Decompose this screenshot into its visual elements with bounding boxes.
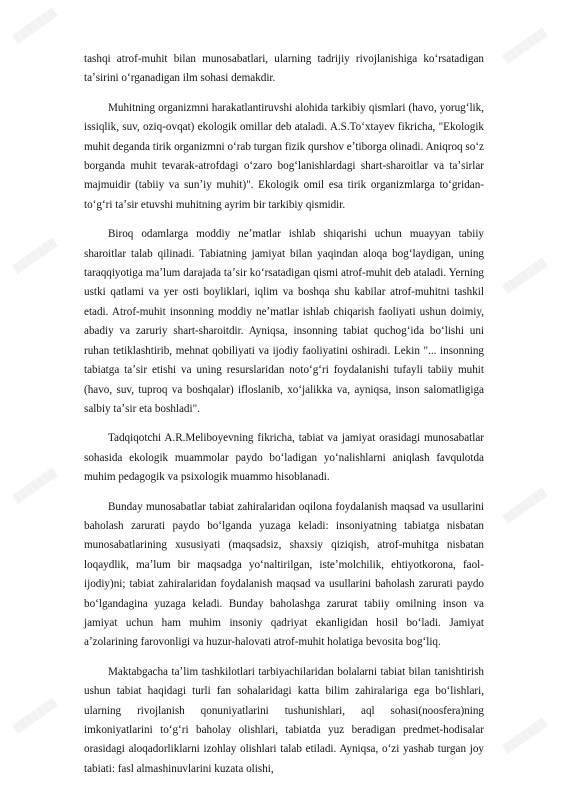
paragraph-preschool: Maktabgacha taʼlim tashkilotlari tarbiyachilaridan bolalarni tabiat bilan tanishtirish ushun tabiat haqidagi turli fan sohalaridagi katta bilim zahiralariga ega boʻlishlari, ularning rivojlanish qonuniyatlarini tushunishlari, aql sohasi(noosfera)ning imkoniyatlarini toʻgʻri baholay olishlari, tabiatda yuz beradigan predmet-hodisalar orasidagi aloqadorliklarni izohlay olishlari talab etiladi. Ayniqsa, oʻzi yashab turgan joy tabiati: fasl almashinuvlarini kuzata olishi, bbox=[84, 665, 484, 775]
paragraph-meliboyev: Tadqiqotchi A.R.Meliboyevning fikricha, tabiat va jamiyat orasidagi munosabatlar sohasida ekologik muammolar paydo boʻladigan yoʻnalishlarni aniqlash favqulotda muhim pedagogik va psixologik muammo hisoblanadi. bbox=[84, 432, 484, 484]
watermark-mark: ▓▓▓▓▓▓▓ bbox=[11, 696, 58, 734]
paragraph-environment: Biroq odamlarga moddiy neʼmatlar ishlab shiqarishi uchun muayyan tabiiy sharoitlar talab qilinadi. Tabiatning jamiyat bilan yaqindan aloqa bogʻlaydigan, uning taraqqiyotiga maʼlum darajada taʼsir koʻrsatadigan qismi atrof-muhit deb ataladi. Yerning ustki qatlami va yer osti boyliklari, iqlim va boshqa shu kabilar atrof-muhitni tashkil etadi. Atrof-muhit insonning moddiy neʼmatlar ishlab chiqarish faoliyati ushun doimiy, abadiy va zaruriy shart-sharoitdir. Ayniqsa, insonning tabiat quchogʻida boʻlishi uni ruhan tetiklashtirib, mehnat qobiliyati va ijodiy faoliyatini oshiradi. Lekin "... insonning tabiatga taʼsir etishi va uning resurslaridan notoʻgʻri foydalanishi tufayli tabiiy muhit (havo, suv, tuproq va boshqalar) ifloslanib, xoʻjalikka va, ayniqsa, inson salomatligiga salbiy taʼsir eta boshladi". bbox=[84, 228, 484, 415]
document-body bbox=[84, 50, 484, 789]
watermark-mark: ▓▓▓▓▓▓▓ bbox=[11, 236, 58, 274]
watermark-mark: ▓▓▓▓▓▓▓ bbox=[501, 256, 548, 294]
watermark-mark: ▓▓▓▓▓▓▓ bbox=[501, 486, 548, 524]
paragraph-continuation: tashqi atrof-muhit bilan munosabatlari, ularning tadrijiy rivojlanishiga koʻrsatadigan taʼsirini oʻrganadigan ilm sohasi demakdir. bbox=[84, 53, 484, 85]
watermark-mark: ▓▓▓▓▓▓▓ bbox=[501, 716, 548, 754]
paragraph-ecological-factors: Muhitning organizmni harakatlantiruvshi alohida tarkibiy qismlari (havo, yorugʻlik, issiqlik, suv, oziq-ovqat) ekologik omillar deb ataladi. A.S.Toʻxtayev fikricha, "Ekologik muhit deganda tirik organizmni oʻrab turgan fizik qurshov eʼtiborga olinadi. Aniqroq soʻz borganda muhit tevarak-atrofdagi oʻzaro bogʻlanishlardagi shart-sharoitlar va taʼsirlar majmuidir (tabiiy va sunʼiy muhit)". Ekologik omil esa tirik organizmlarga toʻgridan-toʻgʻri taʼsir etuvshi muhitning ayrim bir tarkibiy qismidir. bbox=[84, 101, 484, 211]
paragraph-relations: Bunday munosabatlar tabiat zahiralaridan oqilona foydalanish maqsad va usullarini baholash zarurati paydo boʻlganda yuzaga keladi: insoniyatning tabiatga nisbatan munosabatlarining xususiyati (maqsadsiz, shaxsiy qiziqish, atrof-muhitga nisbatan loqaydlik, maʼlum bir maqsadga yoʻnaltirilgan, isteʼmolchilik, ehtiyotkorona, faol-ijodiy)ni; tabiat zahiralaridan foydalanish maqsad va usullarini baholash zarurati paydo boʻlgandagina yuzaga keladi. Bunday baholashga zarurat tabiiy omilning inson va jamiyat uchun ham muhim insoniy qadriyat ekanligidan hosil boʻladi. Jamiyat aʼzolarining farovonligi va huzur-halovati atrof-muhit holatiga bevosita bogʻliq. bbox=[84, 500, 484, 649]
watermark-mark: ▓▓▓▓▓▓▓ bbox=[11, 6, 58, 44]
watermark-mark: ▓▓▓▓▓▓▓ bbox=[11, 466, 58, 504]
watermark-mark: ▓▓▓▓▓▓▓ bbox=[501, 26, 548, 64]
